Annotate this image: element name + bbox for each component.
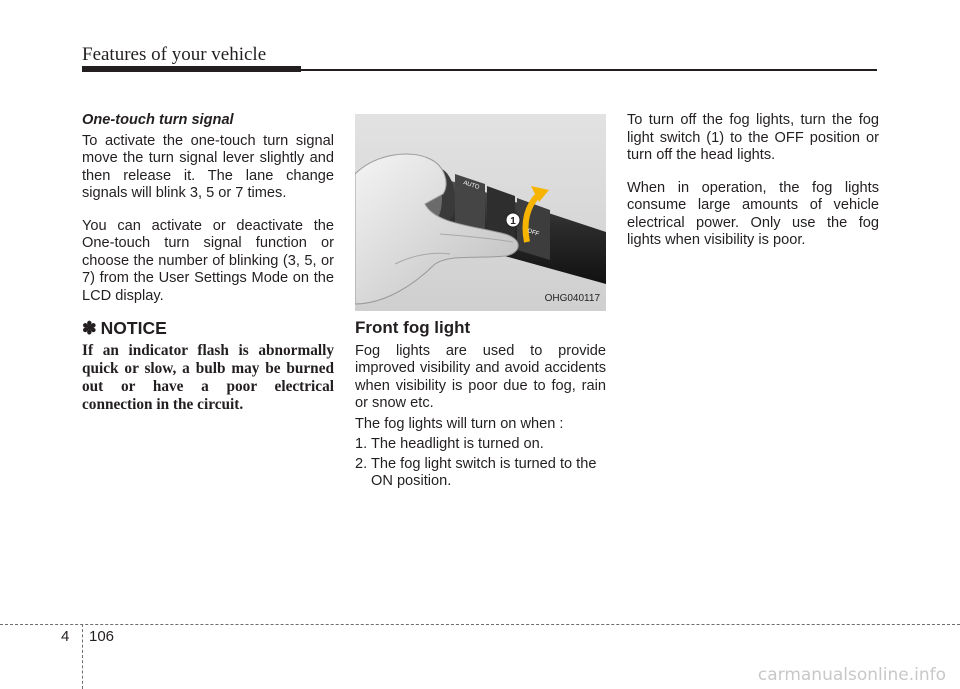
- paragraph: To activate the one-touch turn signal move the turn signal lever slightly and then release it. The lane change signals will blink 3, 5 or 7 times.: [82, 132, 334, 201]
- list-item: 1. The headlight is turned on.: [355, 436, 544, 452]
- footer-rule: [0, 624, 960, 625]
- fog-light-switch-figure: [355, 114, 606, 311]
- column-right: [627, 112, 879, 265]
- callout-number: 1: [510, 216, 516, 227]
- figure-code: OHG040117: [544, 292, 600, 304]
- condition-list: [355, 436, 606, 491]
- page-number: 106: [89, 628, 115, 645]
- header-bar: [82, 66, 301, 72]
- column-middle: [355, 114, 606, 493]
- notice-body: If an indicator flash is abnormally quick or slow, a bulb may be burned out or have a poor electrical connection in the circuit.: [82, 341, 334, 413]
- list-item: 2. The fog light switch is turned to the ON position.: [355, 455, 597, 489]
- paragraph: The fog lights will turn on when :: [355, 415, 564, 432]
- header-rule: [301, 69, 877, 71]
- paragraph: You can activate or deactivate the One-touch turn signal function or choose the number of blinking (3, 5, or 7) from the User Settings Mode on the LCD display.: [82, 217, 334, 304]
- label-off: OFF: [526, 228, 540, 238]
- column-left: [82, 112, 334, 414]
- paragraph: When in operation, the fog lights consume large amounts of vehicle electrical power. Only use the fog lights when visibility is poor.: [627, 179, 879, 248]
- hand-on-lever-illustration: [355, 114, 606, 311]
- notice-heading: [82, 320, 334, 338]
- chapter-number: 4: [61, 628, 70, 645]
- page-header-title: Features of your vehicle: [82, 44, 267, 65]
- subheading-one-touch: One-touch turn signal: [82, 112, 234, 128]
- paragraph: To turn off the fog lights, turn the fog light switch (1) to the OFF position or turn off the head lights.: [627, 112, 879, 163]
- label-auto: AUTO: [462, 180, 480, 192]
- paragraph: Fog lights are used to provide improved visibility and avoid accidents when visibility is poor due to fog, rain or snow etc.: [355, 342, 606, 411]
- footer-divider: [82, 624, 83, 689]
- section-heading-front-fog-light: Front fog light: [355, 318, 471, 337]
- notice-title: NOTICE: [100, 318, 167, 338]
- notice-star-icon: ✽: [82, 318, 97, 338]
- watermark: carmanualsonline.info: [757, 665, 946, 685]
